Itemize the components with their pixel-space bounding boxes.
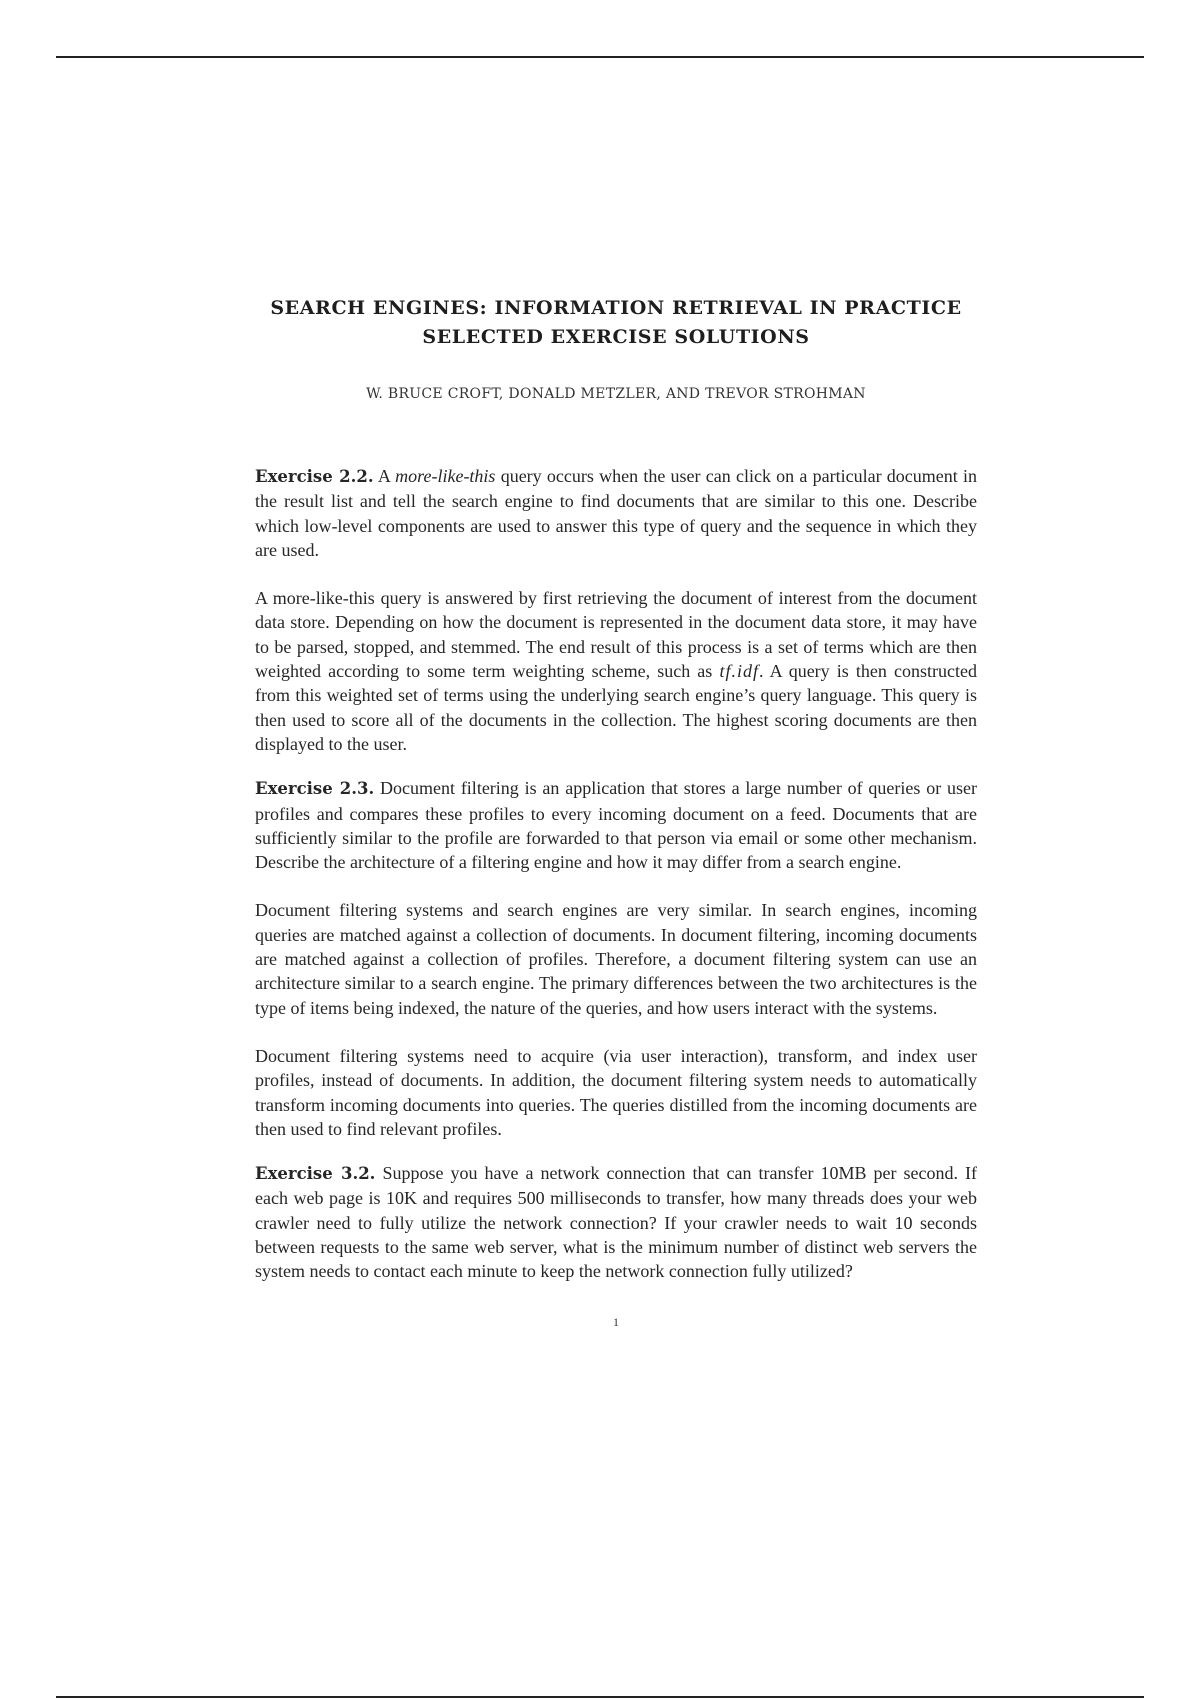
top-rule	[56, 56, 1144, 58]
bottom-rule	[56, 1696, 1144, 1698]
exercise-2-2-answer-pre: A more-like-this query is answered by first retrieving the document of interest from the document data store. Depending on how the document is represented in the document data store, it may have to be parsed, stopped, and stemmed. The end result of this process is a set of terms which are then weighted according to some term weighting scheme, such as	[255, 588, 977, 682]
exercise-2-2-answer-post: . A query is then constructed from this weighted set of terms using the underlying search engine’s query language. This query is then used to score all of the documents in the collection. The highest scoring documents are then displayed to the user.	[255, 661, 977, 754]
page-number: 1	[613, 1314, 619, 1329]
title-line-1: SEARCH ENGINES: INFORMATION RETRIEVAL IN PRACTICE	[270, 297, 962, 319]
exercise-2-2-question-post: query occurs when the user can click on a particular document in the result list and tell the search engine to find documents that are similar to this one. Describe which low-level components are used to answer this type of query and the sequence in which they are used.	[255, 466, 978, 560]
exercise-3-2-question-text: Suppose you have a network connection that can transfer 10MB per second. If each web page is 10K and requires 500 milliseconds to transfer, how many threads does your web crawler need to fully utilize the network connection? If your crawler needs to wait 10 seconds between requests to the same web server, what is the minimum number of distinct web servers the system needs to contact each minute to keep the network connection fully utilized?	[255, 1163, 978, 1282]
document-page	[255, 294, 977, 1334]
exercise-2-2-answer	[255, 586, 977, 756]
exercise-3-2-label: Exercise 3.2.	[255, 1164, 376, 1184]
exercise-2-3-question	[255, 776, 977, 874]
exercise-2-2-answer-math: tf.idf	[719, 661, 759, 682]
exercise-2-2-question-emphasis: more-like-this	[395, 466, 496, 486]
title-line-2: SELECTED EXERCISE SOLUTIONS	[422, 326, 810, 348]
exercise-3-2-question	[255, 1161, 977, 1283]
exercise-2-2-question	[255, 464, 977, 562]
document-title	[255, 294, 977, 352]
exercise-2-3-label: Exercise 2.3.	[255, 779, 375, 799]
exercise-2-3-answer-1: Document filtering systems and search engines are very similar. In search engines, incoming queries are matched against a collection of documents. In document filtering, incoming documents are matched against a collection of profiles. Therefore, a document filtering system can use an architecture similar to a search engine. The primary differences between the two architectures is the type of items being indexed, the nature of the queries, and how users interact with the systems.	[255, 900, 977, 1018]
exercise-2-2-question-pre: A	[377, 466, 390, 486]
exercise-2-3-question-text: Document filtering is an application that stores a large number of queries or user profiles and compares these profiles to every incoming document on a feed. Documents that are sufficiently similar to the profile are forwarded to that person via email or some other mechanism. Describe the architecture of a filtering engine and how it may differ from a search engine.	[255, 778, 978, 873]
document-body	[255, 464, 977, 1334]
exercise-2-2-label: Exercise 2.2.	[255, 467, 374, 486]
exercise-2-3-answer-2: Document filtering systems need to acquire (via user interaction), transform, and index user profiles, instead of documents. In addition, the document filtering system needs to automatically transform incoming documents into queries. The queries distilled from the incoming documents are then used to find relevant profiles.	[255, 1045, 977, 1139]
document-authors: W. BRUCE CROFT, DONALD METZLER, AND TREVOR STROHMAN	[366, 386, 866, 402]
